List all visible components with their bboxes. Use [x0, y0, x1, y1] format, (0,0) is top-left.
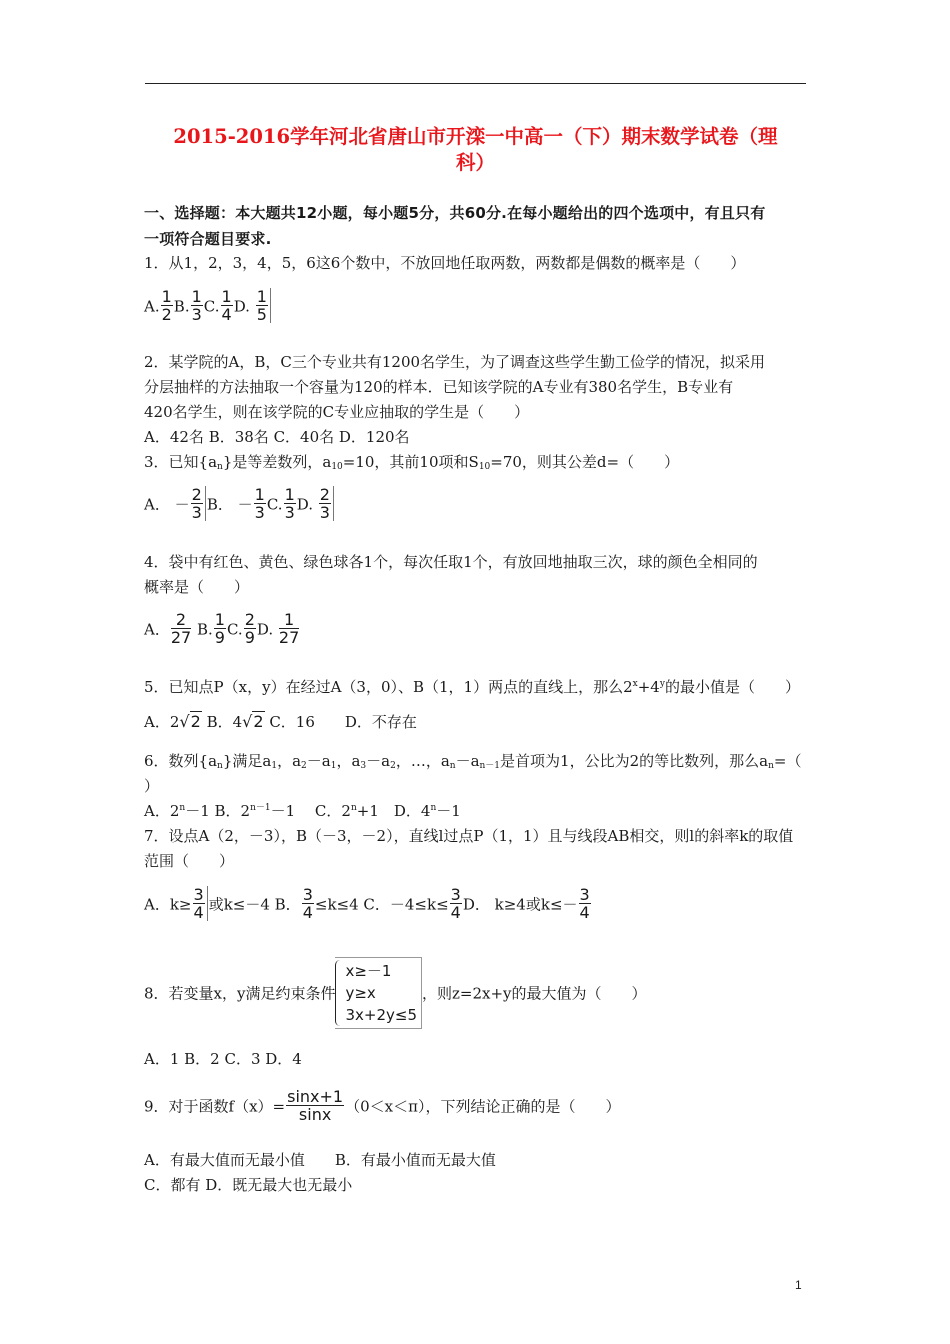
q3-label-b: B． — [206, 495, 233, 514]
exam-title — [140, 124, 811, 176]
q7-frac-2: $\frac{3}{4}$ — [302, 885, 313, 922]
q3-options: A． － $\frac{2}{3}$ B． － $\frac{1}{3}$ C. $\frac{1}{3}$ D. $\frac{2}{3}$ — [144, 488, 335, 523]
q3-stem: 3．已知$\{a_n\}$是等差数列，$a_{10}=10$，其前10项和$S_{10}=70$，则其公差d=（ ） — [144, 453, 680, 472]
q7-line-1: 7．设点A（2，－3），B（－3，－2），直线l过点P（1，1）且与线段AB相交，则l的斜率k的取值 — [144, 827, 794, 845]
q6-stem: 6．数列$\{a_n\}$满足$a_1$，$a_2-a_1$，$a_3-a_2$，…，$a_n-a_{n-1}$是首项为1，公比为2的等比数列，那么$a_n=$（ — [144, 752, 802, 771]
q8-constraint-3: 3x+2y≤5 — [345, 1006, 418, 1024]
q1-frac-d: $\frac{1}{5}$ — [256, 288, 271, 323]
q2-line-2: 分层抽样的方法抽取一个容量为120的样本．已知该学院的A专业有380名学生，B专业有 — [144, 378, 734, 396]
q7-frac-4: $\frac{3}{4}$ — [579, 885, 590, 922]
q7-frac-1: $\frac{3}{4}$ — [193, 886, 208, 921]
q1-label-b: B. — [173, 297, 190, 316]
section-heading-line-2: 一项符合题目要求. — [144, 230, 272, 248]
q8-constraint-system — [335, 957, 422, 1029]
q1-label-a: A. — [144, 297, 160, 316]
q4-line-1: 4．袋中有红色、黄色、绿色球各1个，每次任取1个，有放回地抽取三次，球的颜色全相同的 — [144, 553, 758, 571]
q4-frac-b: $\frac{1}{9}$ — [214, 610, 225, 647]
q1-frac-a: $\frac{1}{2}$ — [161, 287, 172, 324]
q9-options-line-1: A．有最大值而无最小值 B．有最小值而无最大值 — [144, 1151, 496, 1169]
q5-stem: 5．已知点P（x，y）在经过A（3，0）、B（1，1）两点的直线上，那么$2^x+4^y$的最小值是（ ） — [144, 678, 800, 696]
q1-stem: 1．从1，2，3，4，5，6这6个数中，不放回地任取两数，两数都是偶数的概率是（ ） — [144, 254, 746, 272]
q3-label-a: A． — [144, 495, 170, 514]
title-line-2: 科） — [455, 151, 495, 174]
q2-line-3: 420名学生，则在该学院的C专业应抽取的学生是（ ） — [144, 403, 530, 421]
q2-options: A．42名 B．38名 C．40名 D．120名 — [144, 428, 410, 446]
q3-label-c: C. — [266, 495, 283, 514]
q5-options: A．2√2 B．4√2 C．16 D．不存在 — [144, 712, 417, 731]
page-number: 1 — [795, 1278, 802, 1292]
q1-frac-c: $\frac{1}{4}$ — [221, 287, 232, 324]
q5-sqrt-a: √2 — [179, 712, 201, 731]
q3-frac-d: $\frac{2}{3}$ — [319, 486, 334, 521]
q3-label-d: D. — [296, 495, 314, 514]
q2-line-1: 2．某学院的A，B，C三个专业共有1200名学生，为了调查这些学生勤工俭学的情况，拟采用 — [144, 353, 766, 371]
q1-options — [144, 287, 272, 325]
q3-frac-a: $\frac{2}{3}$ — [191, 486, 206, 521]
q9-fraction: $\frac{\sin x+1}{\sin x}$ — [287, 1087, 344, 1124]
q4-line-2: 概率是（ ） — [144, 578, 250, 596]
q5-sqrt-b: √2 — [242, 712, 264, 731]
q8-options: A．1 B．2 C．3 D．4 — [144, 1050, 302, 1068]
q6-options: A．$2^n-1$ B．$2^{n-1}-1$ C．$2^n+1$ D．$4^n-1$ — [144, 802, 461, 820]
q4-options: A． $\frac{2}{27}$ B. $\frac{1}{9}$ C. $\frac{2}{9}$ D. $\frac{1}{27}$ — [144, 610, 300, 647]
q9-stem: 9．对于函数f（x）= $\frac{\sin x+1}{\sin x}$ （0＜x＜π），下列结论正确的是（ ） — [144, 1087, 621, 1124]
q1-frac-b: $\frac{1}{3}$ — [191, 287, 202, 324]
q3-frac-b: $\frac{1}{3}$ — [254, 485, 265, 522]
q8-stem: 8．若变量x，y满足约束条件 x≥－1 y≥x 3x+2y≤5 ，则z=2x+y的最大值为（ ） — [144, 957, 647, 1029]
title-line-1: 2015-2016学年河北省唐山市开滦一中高一（下）期末数学试卷（理 — [173, 125, 778, 148]
q1-label-d: D. — [233, 297, 250, 316]
q9-options-line-2: C．都有 D．既无最大也无最小 — [144, 1176, 353, 1194]
q8-brace — [335, 960, 342, 1026]
q4-frac-c: $\frac{2}{9}$ — [244, 610, 255, 647]
q6-stem-close: ） — [144, 777, 160, 795]
q7-frac-3: $\frac{3}{4}$ — [450, 885, 461, 922]
q8-constraint-2: y≥x — [345, 984, 376, 1002]
q3-frac-c: $\frac{1}{3}$ — [284, 485, 295, 522]
q7-options: A．k≥ $\frac{3}{4}$ 或k≤－4 B． $\frac{3}{4}$ ≤k≤4 C．－4≤k≤ $\frac{3}{4}$ D． k≥4或k≤－ $\frac{3}{4}$ — [144, 885, 590, 922]
q4-frac-d: $\frac{1}{27}$ — [278, 610, 300, 647]
q7-line-2: 范围（ ） — [144, 852, 235, 870]
q1-label-c: C. — [203, 297, 220, 316]
section-heading-line-1: 一、选择题：本大题共12小题，每小题5分，共60分.在每小题给出的四个选项中，有且只有 — [144, 204, 766, 222]
q8-constraint-1: x≥－1 — [345, 962, 392, 980]
q4-frac-a: $\frac{2}{27}$ — [170, 610, 192, 647]
header-rule — [145, 83, 806, 84]
